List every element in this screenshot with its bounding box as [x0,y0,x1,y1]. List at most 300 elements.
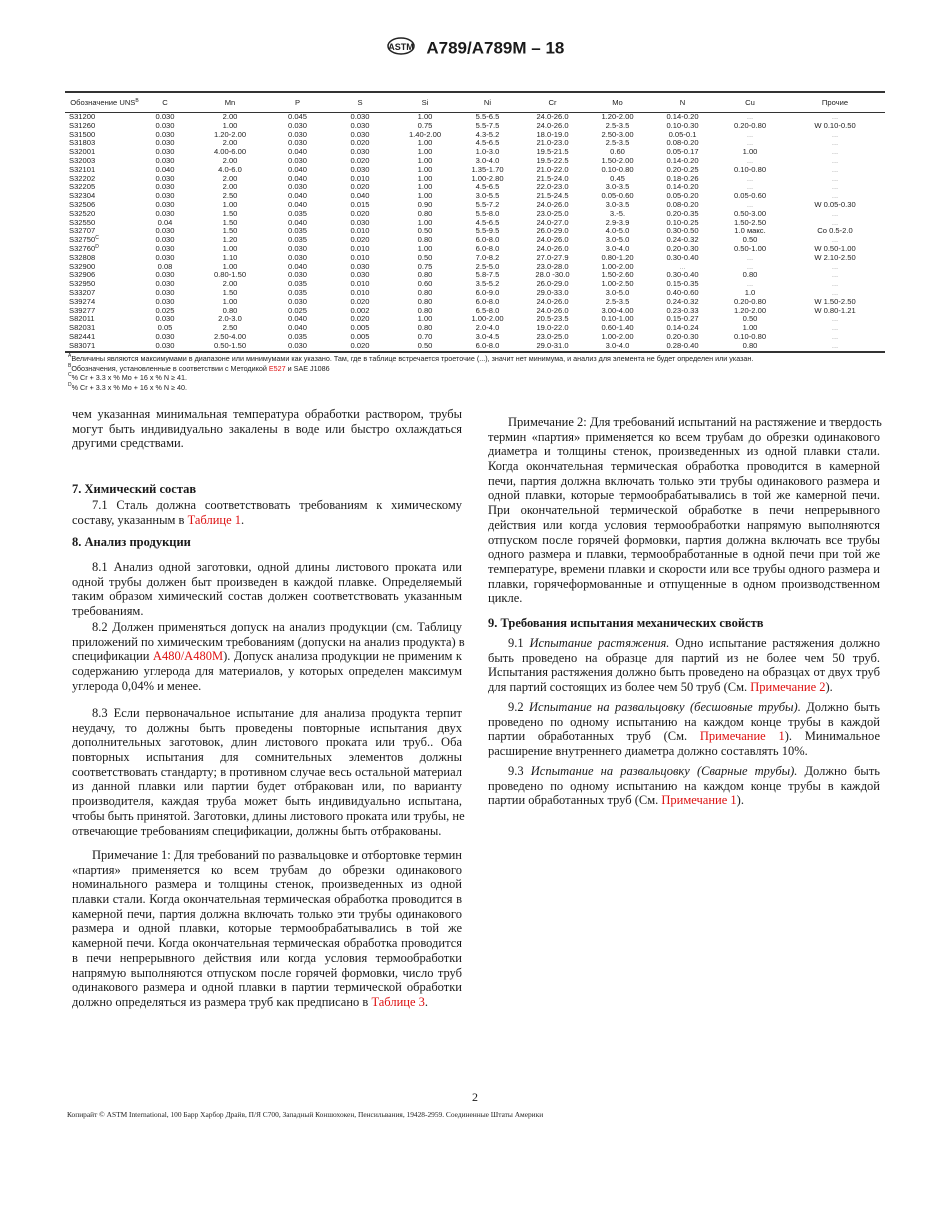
text-line: печи, партия должна включать только эти трубы одинакового размера и [488,473,880,488]
paragraph [488,415,880,606]
text-line: 8.3 Если первоначальное испытание для анализа продукта терпит [92,706,462,720]
uns-designation: S82441 [69,331,96,341]
table-cell-ni: 7.0-8.2 [475,252,500,262]
text-line: 7.1 Сталь должна соответствовать требованиям к химическому [92,498,462,512]
table-cell-si: 0.80 [417,323,433,333]
table-cell-mo: 0.05-0.60 [601,191,634,201]
table-row [65,148,885,157]
uns-designation: S32001 [69,147,96,157]
table-cell-c: 0.030 [155,173,175,183]
table-cell-si: 0.80 [417,305,433,315]
text-line: номинального размера и толщины стенок, произведенных из одной [72,877,462,892]
table-cell-cr: 20.5-23.5 [536,314,569,324]
table-cell-p: 0.040 [287,217,307,227]
table-cell-cr: 23.0-25.0 [536,208,569,218]
table-cell-ni: 5.5-9.5 [475,226,500,236]
column-header [455,92,520,113]
table-cell-c: 0.030 [155,252,175,262]
table-cell-si: 0.80 [417,208,433,218]
table-cell-mn: 1.00 [222,199,238,209]
table-cell-ni: 4.5-6.5 [475,138,500,148]
text-line: 8. Анализ продукции [72,535,191,549]
text-segment: партии обработанных труб (См. [488,793,662,808]
italic-subtitle: Испытание на развальцовку (бесшовные трубы). [529,700,801,714]
table-cell-ni: 1.35-1.70 [471,164,504,174]
text-line: расширение внутреннего диаметра должно составлять 10%. [488,744,808,759]
link-e527[interactable]: E527 [268,363,286,373]
document-header [0,33,950,64]
text-line [488,700,880,715]
table-cell-прочие: ... [831,138,839,148]
footnote [68,364,753,374]
text-line: 8.1 Анализ одной заготовки, одной длины листового проката или [92,560,462,574]
cross-reference-link[interactable]: Таблице 3 [371,994,425,1009]
table-cell-si: 1.00 [417,173,433,183]
paragraph [72,498,462,527]
table-cell-mo: 1.50-2.00 [601,155,634,165]
italic-subtitle: Испытание растяжения. [529,636,670,650]
table-cell-si: 0.80 [417,287,433,297]
text-segment: 9.1 [508,636,530,650]
table-cell-mn: 2.50 [222,191,238,201]
table-cell-mo: 1.00-2.50 [601,279,634,289]
uns-designation: S32205 [69,182,96,192]
table-cell-ni: 5.5-7.5 [475,120,500,130]
table-cell-s: 0.030 [350,217,370,227]
table-cell-s: 0.020 [350,182,370,192]
text-line: Примечание 1: Для требований по развальцовке и отбортовке термин [92,848,462,862]
table-cell-cu: 1.20-2.00 [733,305,767,315]
uns-designation: S32950 [69,279,96,289]
footnote-text: % Cr + 3.3 x % Mo + 16 x % N ≥ 40. [71,382,188,392]
table-cell-прочие: ... [831,331,839,341]
table-cell-cu: ... [746,138,754,148]
table-cell-mn: 2.50 [222,323,238,333]
table-cell-si: 0.50 [417,340,433,350]
table-cell-si: 0.70 [417,331,433,341]
table-cell-cu: 0.10-0.80 [733,164,767,174]
table-cell-ni: 4.5-6.5 [475,182,500,192]
text-segment: должно определяться из размера труб как предписано в [72,994,372,1009]
table-cell-прочие: ... [831,155,839,165]
text-line [72,513,462,528]
table-cell-ni: 4.3-5.2 [475,129,500,139]
table-row [65,263,885,272]
column-header [585,92,650,113]
table-cell-ni: 1.00-2.80 [471,173,504,183]
table-cell-c: 0.030 [155,314,175,324]
uns-designation: S31200 [69,112,96,121]
table-cell-n: 0.08-0.20 [666,138,699,148]
table-cell-cr: 23.0-25.0 [536,331,569,341]
table-cell-p: 0.035 [287,287,307,297]
table-cell-mo: 0.10-1.00 [601,314,634,324]
text-segment: . [424,994,429,1009]
table-cell-mn: 1.50 [222,208,238,218]
table-cell-mn: 1.00 [222,243,238,253]
table-row [65,131,885,140]
table-cell-прочие: Co 0.5-2.0 [817,226,853,236]
table-cell-ni: 3.0-5.5 [475,191,500,201]
text-line: плавки, горячеформованные и отпущенные в одном производственном [488,576,880,591]
table-cell-mo: 2.5-3.5 [605,296,630,306]
table-cell-ni: 4.5-6.5 [475,217,500,227]
table-header-row [65,92,885,113]
text-line: «партия» применяется ко всем трубам до обрезки одинакового [72,862,462,877]
column-header-label: Mo [612,97,623,107]
cross-reference-link[interactable]: Примечание 1 [661,793,737,808]
table-cell-ni: 1.00-2.00 [471,314,504,324]
uns-designation: S31260 [69,120,96,130]
table-cell-s: 0.005 [350,331,370,341]
table-cell-n: 0.30-0.50 [666,226,699,236]
footnote-marker: B [68,362,72,369]
table-cell-ni: 2.5-5.0 [475,261,500,271]
uns-designation: S32202 [69,173,96,183]
table-cell-cr: 24.0-27.0 [536,217,569,227]
column-header-label: Mn [224,97,236,107]
table-cell-mo: 0.10-0.80 [601,164,634,174]
uns-designation: S32550 [69,217,96,227]
text-line [72,995,462,1010]
column-header [270,92,325,113]
table-cell-c: 0.030 [155,270,175,280]
table-cell-si: 1.00 [417,112,433,121]
table-cell-s: 0.020 [350,296,370,306]
table-cell-прочие: ... [831,217,839,227]
table-cell-прочие: ... [831,340,839,350]
text-segment: ). Допуск анализа продукции не применим к [223,649,462,664]
italic-subtitle: Испытание на развальцовку (Сварные трубы). [530,764,798,778]
text-line: повторных испытания для сомнительных элементов должны [72,750,462,765]
table-cell-c: 0.05 [157,323,173,333]
text-line: действия или когда условия термообработки напрямую выполняются [488,517,880,532]
table-cell-n: 0.14-0.24 [666,323,699,333]
uns-designation: S32101 [69,164,96,174]
table-cell-s: 0.030 [350,147,370,157]
text-line: При окончательной термической обработке в печи непрерывного [488,503,880,518]
table-cell-p: 0.030 [287,296,307,306]
table-cell-mo: 1.00-2.00 [601,261,634,271]
table-cell-s: 0.020 [350,314,370,324]
uns-designation: S32506 [69,199,96,209]
table-cell-s: 0.010 [350,287,370,297]
table-cell-c: 0.030 [155,138,175,148]
footnote-marker: A [68,353,72,359]
table-cell-mn: 2.50-4.00 [213,331,247,341]
table-cell-cr: 24.0-26.0 [536,296,569,306]
text-segment: составу, указанным в [72,512,188,527]
column-header [650,92,715,113]
table-cell-cu: ... [746,252,754,262]
footnote-marker: D [68,381,72,388]
uns-cell [65,342,140,352]
text-line: могут быть индивидуально закалены в воде или быстро охлаждаться [72,421,462,436]
table-row [65,315,885,324]
text-line: одного размера и плавки, термообработанные в одной печи при той же [488,547,880,562]
table-cell-n: 0.05-0.17 [666,147,699,157]
table-cell-прочие: ... [831,270,839,280]
text-line: из данной плавки или партии будет отбракован или, по варианту [72,779,462,794]
svg-text:ASTM: ASTM [387,42,414,52]
table-cell-n: 0.14-0.20 [666,112,699,121]
table-cell-cu: ... [746,155,754,165]
uns-designation: S32906 [69,270,96,280]
table-cell-прочие: ... [831,323,839,333]
column-header-label: N [679,97,686,107]
table-cell-si: 0.60 [417,279,433,289]
table-cell-si: 1.40-2.00 [408,129,442,139]
table-cell-mn: 2.00 [222,173,238,183]
table-cell-прочие: ... [831,112,839,121]
table-cell-p: 0.035 [287,279,307,289]
text-line [488,680,880,695]
text-line: размера и одной плавки, которые термообрабатывались в той же [72,921,462,936]
table-cell-ni: 5.8-7.5 [475,270,500,280]
table-cell-cu: ... [746,173,754,183]
table-row [65,271,885,280]
table-cell-p: 0.030 [287,138,307,148]
text-line: в печи непрерывного действия или когда условия термообработки [72,950,462,965]
table-cell-s: 0.002 [350,305,370,315]
table-cell-прочие: ... [831,208,839,218]
text-segment: . [241,512,245,527]
table-cell-cu: 0.10-0.80 [733,331,767,341]
table-cell-cr: 24.0-26.0 [536,112,569,121]
table-row [65,245,885,254]
text-line: камерной печи. Когда окончательная термическая обработка проводится [72,936,462,951]
table-row [65,227,885,236]
table-cell-mn: 0.80 [222,305,238,315]
table-cell-mn: 2.00 [222,138,238,148]
paragraph [488,764,880,808]
table-cell-mn: 2.00 [222,112,238,121]
table-cell-c: 0.030 [155,155,175,165]
table-cell-c: 0.030 [155,226,175,236]
table-cell-c: 0.030 [155,129,175,139]
column-header [715,92,785,113]
table-row [65,254,885,263]
table-cell-cu: 1.0 [744,287,756,297]
table-cell-mo: 0.60 [610,147,625,157]
table-cell-ni: 6.5-8.0 [475,305,500,315]
text-line: проведено по одному испытанию на каждом конце трубы в каждой [488,714,880,729]
table-cell-cu: 0.50 [742,314,758,324]
table-cell-cu: 0.20-0.80 [733,296,767,306]
text-line: одинакового размера и одной плавки в партии термической обработки [72,980,462,995]
table-cell-c: 0.030 [155,199,175,209]
cross-reference-link[interactable]: Таблице 1 [187,512,242,527]
table-cell-mn: 4.00-6.00 [213,147,247,157]
table-cell-ni: 6.0-8.0 [475,296,500,306]
table-cell-p: 0.030 [287,270,307,280]
column-header-label: Ni [483,97,492,107]
table-cell-si: 0.80 [417,270,433,280]
table-cell-n: 0.20-0.30 [666,243,699,253]
table-cell-n: 0.18-0.26 [666,173,699,183]
table-cell-c: 0.030 [155,279,175,289]
column-header [325,92,395,113]
table-cell-mn: 1.50 [222,287,238,297]
table-cell-cu: 1.00 [742,323,758,333]
column-header-label: Обозначение UNS [70,97,136,107]
table-cell-si: 1.00 [417,243,433,253]
text-line: отпуском после горячей формовки, партия должна включать все трубы [488,532,880,547]
table-cell-s: 0.020 [350,235,370,245]
chemical-composition-table [65,91,885,353]
table-cell-p: 0.030 [287,129,307,139]
text-line: плавки стали. Когда окончательная термическая обработка проводится в [72,892,462,907]
astm-logo-icon [386,33,416,64]
table-cell-cr: 26.0-29.0 [536,279,569,289]
table-cell-si: 1.00 [417,164,433,174]
table-cell-si: 1.00 [417,155,433,165]
table-cell-c: 0.030 [155,182,175,192]
table-cell-p: 0.035 [287,226,307,236]
text-line: дополнительных заготовок, длин листового проката или труб.. Оба [72,735,462,750]
table-cell-cr: 22.0-23.0 [536,182,569,192]
table-cell-s: 0.020 [350,208,370,218]
table-cell-прочие: W 1.50-2.50 [814,296,856,306]
table-cell-прочие: ... [831,191,839,201]
footnote-marker: B [135,97,139,104]
cross-reference-link[interactable]: Примечание 2 [750,680,826,695]
text-line: цикле. [488,591,523,606]
text-line: одной трубы должен быт произведен в каждой плавке. Определяемый [72,574,462,589]
table-cell-p: 0.040 [287,314,307,324]
table-cell-p: 0.040 [287,164,307,174]
table-cell-s: 0.030 [350,129,370,139]
text-line: одной плавки, которые термообрабатывались в той же камерной печи. [488,488,880,503]
table-cell-n: 0.10-0.25 [666,217,699,227]
table-cell-cr: 27.0-27.9 [536,252,569,262]
table-cell-si: 1.00 [417,147,433,157]
table-cell-cr: 18.0-19.0 [536,129,569,139]
table-cell-прочие: ... [831,129,839,139]
column-header-label: Прочие [821,97,849,107]
text-line: камерной печи, партия должна включать только эти трубы одинакового [72,906,462,921]
table-cell-ni: 5.5-6.5 [475,112,500,121]
section-heading [72,482,462,497]
text-segment: ). [825,680,833,695]
text-line: 8.2 Должен применяться допуск на анализ продукции (см. Таблицу [92,620,462,634]
table-cell-прочие: ... [831,164,839,174]
column-header [395,92,455,113]
text-line: требованиям. [72,604,144,619]
paragraph [72,706,465,838]
paragraph [72,620,465,693]
table-cell-c: 0.030 [155,191,175,201]
table-cell-cr: 29.0-33.0 [536,287,569,297]
table-cell-s: 0.010 [350,173,370,183]
table-cell-cr: 23.0-28.0 [536,261,569,271]
footnote [68,383,753,393]
text-segment: Одно испытание растяжения должно [669,636,881,650]
table-cell-cr: 21.5-24.5 [536,191,569,201]
table-cell-s: 0.015 [350,199,370,209]
table-cell-n: 0.15-0.35 [666,279,699,289]
table-cell-cr: 21.0-23.0 [536,138,569,148]
table-row [65,280,885,289]
cross-reference-link[interactable]: Примечание 1 [699,729,785,744]
table-cell-si: 1.00 [417,182,433,192]
table-cell-n: 0.40-0.60 [666,287,699,297]
table-cell-ni: 1.0-3.0 [475,147,500,157]
uns-designation: S32707 [69,226,96,236]
footnote-text: % Cr + 3.3 x % Mo + 16 x % N ≥ 41. [71,373,188,383]
table-cell-mo: 3.0-5.0 [605,287,630,297]
text-line [72,649,462,664]
text-segment: ). Минимальное [784,729,880,744]
table-cell-n: 0.28-0.40 [666,340,699,350]
paragraph [72,848,462,1010]
table-row [65,192,885,201]
table-cell-mo: 3.0-4.0 [605,340,630,350]
text-segment: 9.2 [508,700,530,714]
table-cell-mo: 1.50-2.60 [601,270,634,280]
table-cell-cr: 24.0-26.0 [536,243,569,253]
table-cell-прочие: W 0.80-1.21 [814,305,856,315]
table-cell-mo: 0.60-1.40 [601,323,634,333]
text-line: соответствовать стандарту; в противном случае весь остальной материал [72,764,462,779]
table-cell-ni: 5.5-7.2 [475,199,500,209]
uns-designation: S31803 [69,138,96,148]
table-cell-cr: 24.0-26.0 [536,235,569,245]
table-cell-mn: 2.00 [222,182,238,192]
table-cell-n: 0.05-0.1 [668,129,697,139]
copyright: Копирайт © ASTM International, 100 Барр Харбор Драйв, П/Я C700, Западный Коншохокен, Пенсильвания, 19428-2959. Соединенные Штаты Америки [67,1110,544,1119]
table-cell-c: 0.030 [155,340,175,350]
table-row [65,139,885,148]
table-cell-s: 0.030 [350,270,370,280]
uns-designation: S32003 [69,155,96,165]
footnote-marker: D [95,243,99,250]
table-cell-прочие: ... [831,173,839,183]
table-cell-mo: 3.0-3.5 [605,182,630,192]
table-cell-c: 0.030 [155,243,175,253]
table-cell-si: 1.00 [417,217,433,227]
table-cell-si: 0.50 [417,252,433,262]
text-segment: 9.3 [508,764,531,778]
table-cell-n: 0.20-0.35 [666,208,699,218]
table-cell-n: 0.15-0.27 [666,314,699,324]
table-cell-прочие: ... [831,261,839,271]
cross-reference-link[interactable]: A480/A480M [152,649,224,664]
table-cell-si: 1.00 [417,191,433,201]
footnote-text: Величины являются максимумами в диапазоне или минимумами как указано. Там, где в таблице встречается троеточие (...), значит нет минимума, и анализ для элемента не будет определен или указан. [71,354,754,363]
table-cell-cr: 24.0-26.0 [536,120,569,130]
footnote-text: Обозначения, установленные в соответствии с Методикой [71,363,269,373]
table-cell-p: 0.035 [287,208,307,218]
text-segment: спецификации [72,649,153,664]
table-cell-p: 0.030 [287,120,307,130]
text-line: термин «партия» применяется ко всем трубам до обрезки одинакового [488,429,880,444]
table-cell-s: 0.010 [350,226,370,236]
table-cell-p: 0.040 [287,261,307,271]
table-cell-mo: 3.0-3.5 [605,199,630,209]
table-cell-ni: 6.0-8.0 [475,235,500,245]
table-cell-s: 0.010 [350,279,370,289]
table-cell-s: 0.030 [350,164,370,174]
uns-designation: S32304 [69,191,96,201]
text-line: отвечающие требованиям спецификации, должны быть отбракованы. [72,823,442,838]
table-cell-s: 0.020 [350,155,370,165]
text-line [488,729,880,744]
text-line: проведено по одному испытанию на каждом конце трубы в каждой [488,778,880,793]
table-cell-mn: 1.00 [222,261,238,271]
column-header-label: C [162,97,168,107]
table-cell-n: 0.05-0.20 [666,191,699,201]
